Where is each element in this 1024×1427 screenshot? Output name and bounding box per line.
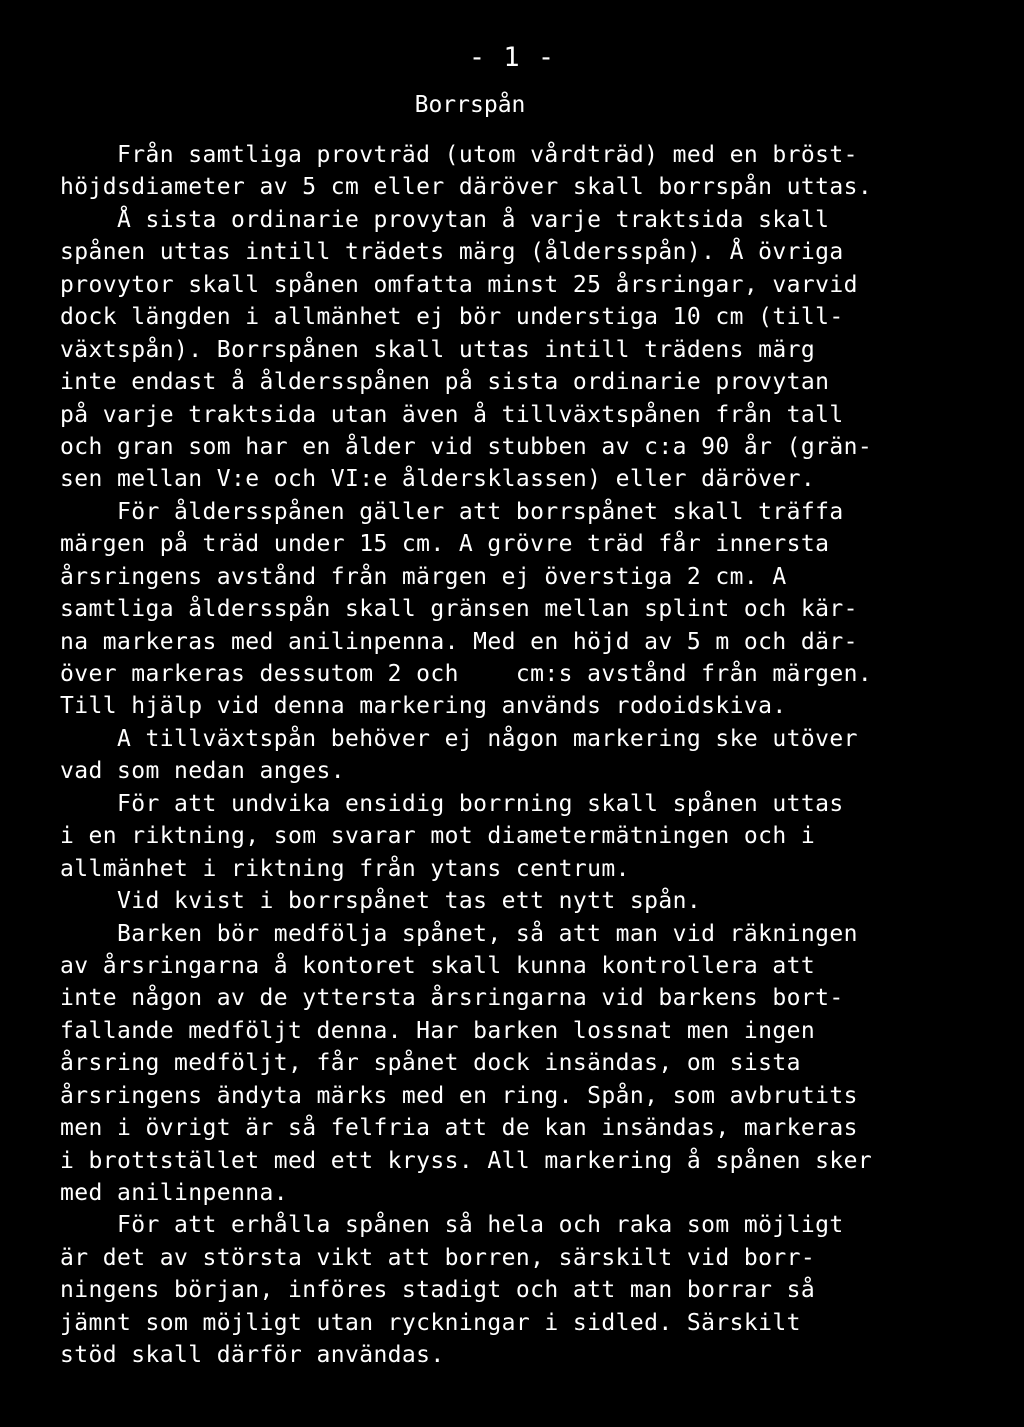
text-line: av årsringarna å kontoret skall kunna kontrollera att	[60, 952, 816, 979]
text-line: i en riktning, som svarar mot diametermätningen och i	[60, 823, 816, 850]
text-line: spånen uttas intill trädets märg (åldersspån). Å övriga	[60, 239, 844, 266]
text-line: märgen på träd under 15 cm. A grövre träd får innersta	[60, 531, 830, 558]
page-number: - 1 -	[468, 42, 556, 73]
text-line: men i övrigt är så felfria att de kan insändas, markeras	[60, 1115, 858, 1142]
text-line: över markeras dessutom 2 och cm:s avstånd från märgen.	[60, 661, 873, 687]
text-line: jämnt som möjligt utan ryckningar i sidled. Särskilt	[60, 1309, 801, 1336]
text-line: dock längden i allmänhet ej bör understiga 10 cm (till-	[60, 304, 844, 331]
text-line: För att erhålla spånen så hela och raka som möjligt	[60, 1212, 844, 1239]
text-line: allmänhet i riktning från ytans centrum.	[60, 855, 630, 882]
text-line: Barken bör medfölja spånet, så att man vid räkningen	[60, 920, 858, 947]
text-line: med anilinpenna.	[60, 1180, 288, 1206]
text-line: i brottstället med ett kryss. All markering å spånen sker	[60, 1147, 873, 1174]
text-line: på varje traktsida utan även å tillväxtspånen från tall	[60, 401, 844, 428]
text-line: är det av största vikt att borren, särskilt vid borr-	[60, 1244, 816, 1271]
text-line: fallande medföljt denna. Har barken lossnat men ingen	[60, 1017, 816, 1044]
text-line: A tillväxtspån behöver ej någon markering ske utöver	[60, 725, 858, 752]
text-line: För åldersspånen gäller att borrspånet skall träffa	[60, 498, 844, 525]
text-line: stöd skall därför användas.	[60, 1342, 445, 1369]
body-text	[60, 139, 970, 1372]
text-line: Vid kvist i borrspånet tas ett nytt spån.	[60, 888, 702, 915]
text-line: sen mellan V:e och VI:e åldersklassen) eller däröver.	[60, 466, 816, 493]
text-line: na markeras med anilinpenna. Med en höjd av 5 m och där-	[60, 628, 858, 655]
text-line: ningens början, införes stadigt och att man borrar så	[60, 1277, 816, 1304]
text-line: Från samtliga provträd (utom vårdträd) med en bröst-	[60, 142, 858, 168]
text-line: vad som nedan anges.	[60, 758, 345, 785]
text-line: Till hjälp vid denna markering används rodoidskiva.	[60, 693, 787, 720]
text-line: samtliga åldersspån skall gränsen mellan splint och kär-	[60, 596, 858, 623]
text-line: och gran som har en ålder vid stubben av c:a 90 år (grän-	[60, 433, 873, 460]
text-line: årsringens avstånd från märgen ej överstiga 2 cm. A	[60, 563, 787, 590]
text-line: höjdsdiameter av 5 cm eller däröver skall borrspån uttas.	[60, 174, 873, 201]
text-line: årsring medföljt, får spånet dock insändas, om sista	[60, 1050, 801, 1077]
text-line: årsringens ändyta märks med en ring. Spån, som avbrutits	[60, 1082, 858, 1109]
text-line: växtspån). Borrspånen skall uttas intill trädens märg	[60, 336, 816, 363]
text-line: För att undvika ensidig borrning skall spånen uttas	[60, 790, 844, 817]
text-line: Å sista ordinarie provytan å varje traktsida skall	[60, 206, 830, 233]
page-title: Borrspån	[414, 92, 526, 118]
text-line: provytor skall spånen omfatta minst 25 årsringar, varvid	[60, 271, 858, 298]
text-line: inte endast å åldersspånen på sista ordinarie provytan	[60, 369, 830, 396]
text-line: inte någon av de yttersta årsringarna vid barkens bort-	[60, 985, 844, 1012]
